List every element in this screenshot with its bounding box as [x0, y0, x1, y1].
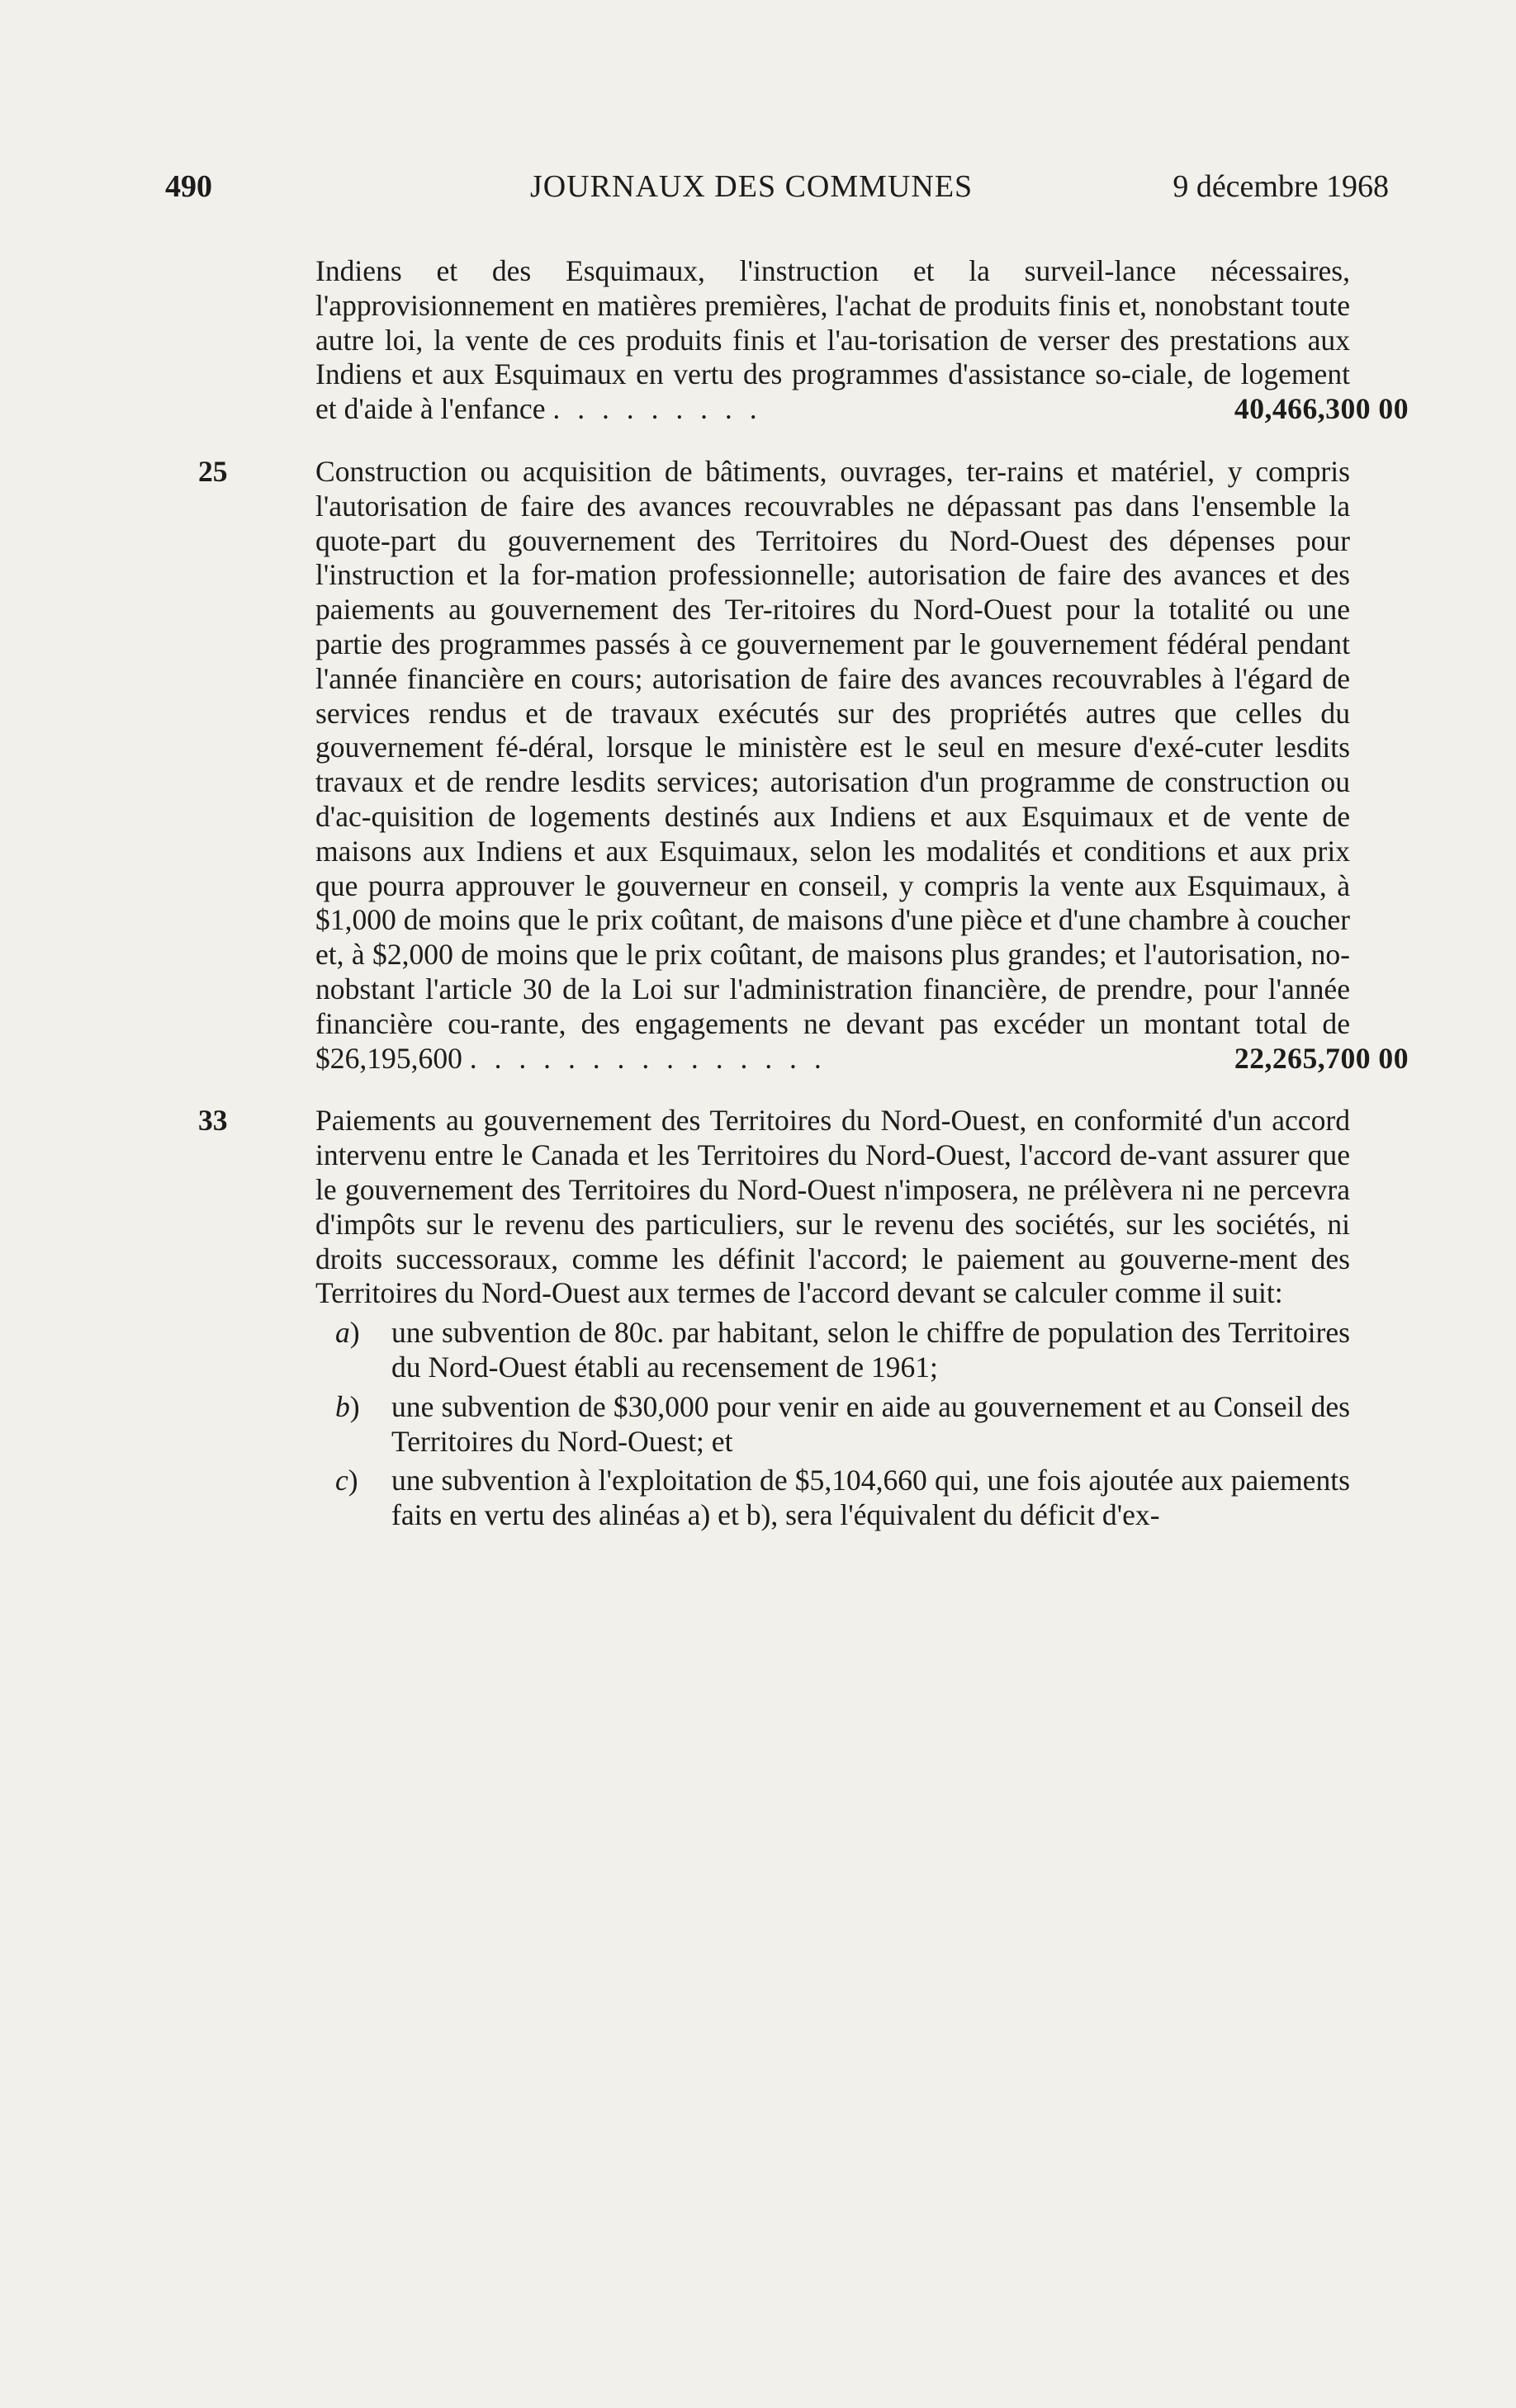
dot-leaders: . . . . . . . . . [552, 392, 762, 426]
subitem-b: b) une subvention de $30,000 pour venir en aide au gouvernement et au Conseil des Territoires du Nord-Ouest; et [335, 1389, 1350, 1458]
vote-item-33 [198, 1104, 1409, 1533]
vote-text: Indiens et des Esquimaux, l'instruction et la surveil-lance nécessaires, l'approvisionnement en matières premières, l'achat de produits finis et, nonobstant toute autre loi, la vente de ces produits finis et l'au-torisation de verser des prestations aux Indiens et aux Esquimaux en vertu des programmes d'assistance so-ciale, de logement et d'aide à l'enfance [315, 254, 1350, 426]
journal-title: JOURNAUX DES COMMUNES [530, 169, 974, 204]
vote-number: 33 [198, 1104, 228, 1138]
dot-leaders: . . . . . . . . . . . . . . . [469, 1041, 827, 1075]
vote-text: Construction ou acquisition de bâtiments, ouvrages, ter-rains et matériel, y compris l'autorisation de faire des avances recouvrables ne dépassant pas dans l'ensemble la quote-part du gouvernement des Territoires du Nord-Ouest des dépenses pour l'instruction et la for-mation professionnelle; autorisation de faire des avances et des paiements au gouvernement des Ter-ritoires du Nord-Ouest pour la totalité ou une partie des programmes passés à ce gouvernement par le gouvernement fédéral pendant l'année financière en cours; autorisation de faire des avances recouvrables à l'égard de services rendus et de travaux exécutés sur des propriétés autres que celles du gouvernement fé-déral, lorsque le ministère est le seul en mesure d'exé-cuter lesdits travaux et de rendre lesdits services; autorisation d'un programme de construction ou d'ac-quisition de logements destinés aux Indiens et aux Esquimaux et de vente de maisons aux Indiens et aux Esquimaux, selon les modalités et conditions et aux prix que pourra approuver le gouverneur en conseil, y compris la vente aux Esquimaux, à $1,000 de moins que le prix coûtant, de maisons d'une pièce et d'une chambre à coucher et, à $2,000 de moins que le prix coûtant, de maisons plus grandes; et l'autorisation, no-nobstant l'article 30 de la Loi sur l'administration financière, de prendre, pour l'année financière cou-rante, des engagements ne devant pas excéder un montant total de $26,195,600 [315, 454, 1350, 1075]
estimates-text [198, 254, 1409, 1533]
subitem-label: a [335, 1316, 350, 1350]
vote-number: 25 [198, 454, 228, 488]
page-header [165, 163, 1389, 210]
subitem-label: c [335, 1464, 348, 1497]
vote-amount: 40,466,300 00 [1234, 392, 1409, 426]
issue-date: 9 décembre 1968 [1173, 169, 1389, 204]
vote-text: Paiements au gouvernement des Territoires du Nord-Ouest, en conformité d'un accord intervenu entre le Canada et les Territoires du Nord-Ouest, l'accord de-vant assurer que le gouvernement des Territoires du Nord-Ouest n'imposera, ne prélèvera ni ne percevra d'impôts sur le revenu des particuliers, sur le revenu des sociétés, sur les sociétés, ni droits successoraux, comme les définit l'accord; le paiement au gouverne-ment des Territoires du Nord-Ouest aux termes de l'accord devant se calculer comme il suit: [315, 1104, 1350, 1310]
subitem-a: a) une subvention de 80c. par habitant, selon le chiffre de population des Territoires du Nord-Ouest établi au recensement de 1961; [335, 1316, 1350, 1384]
vote-item-continued [198, 254, 1409, 427]
page-number: 490 [165, 169, 212, 204]
subitem-text: une subvention de $30,000 pour venir en aide au gouvernement et au Conseil des Territoires du Nord-Ouest; et [391, 1389, 1350, 1458]
subitem-c: c) une subvention à l'exploitation de $5,104,660 qui, une fois ajoutée aux paiements faits en vertu des alinéas a) et b), sera l'équivalent du déficit d'ex- [335, 1464, 1350, 1532]
vote-item-25 [198, 455, 1409, 1076]
subitem-label: b [335, 1389, 350, 1423]
subitem-text: une subvention de 80c. par habitant, selon le chiffre de population des Territoires du Nord-Ouest établi au recensement de 1961; [391, 1316, 1350, 1384]
vote-amount: 22,265,700 00 [1234, 1041, 1409, 1075]
subitem-text: une subvention à l'exploitation de $5,104,660 qui, une fois ajoutée aux paiements faits en vertu des alinéas a) et b), sera l'équivalent du déficit d'ex- [391, 1464, 1350, 1532]
